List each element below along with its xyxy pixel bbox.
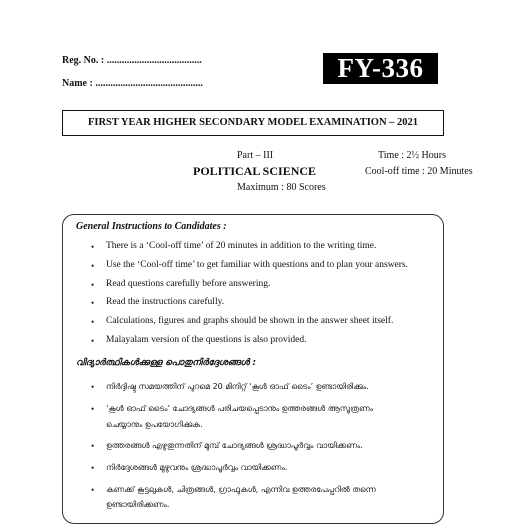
malayalam-instruction-item: കണക്ക് കൂട്ടലുകൾ, ചിത്രങ്ങൾ, ഗ്രാഫുകൾ, എന്നിവ ഉത്തരപേപ്പറിൽ തന്നെ bbox=[106, 485, 376, 494]
exam-code-badge: FY-336 bbox=[323, 53, 438, 84]
instruction-item: Calculations, figures and graphs should be shown in the answer sheet itself. bbox=[106, 316, 394, 326]
bullet-icon: • bbox=[91, 382, 95, 392]
register-number-field: Reg. No. : ...................................... bbox=[62, 55, 202, 66]
instruction-item: There is a ‘Cool-off time’ of 20 minutes in addition to the writing time. bbox=[106, 241, 377, 251]
bullet-icon: • bbox=[91, 441, 95, 451]
malayalam-instruction-item-cont: ഉണ്ടായിരിക്കണം. bbox=[106, 500, 170, 509]
malayalam-instructions-heading: വിദ്യാർത്ഥികൾക്കുള്ള പൊതുനിർദ്ദേശങ്ങൾ : bbox=[76, 358, 257, 368]
bullet-icon: • bbox=[91, 317, 95, 327]
malayalam-instruction-item: നിർദ്ദേശങ്ങൾ മുഴുവനും ശ്രദ്ധാപൂർവ്വം വായിക്കണം. bbox=[106, 463, 288, 472]
bullet-icon: • bbox=[91, 242, 95, 252]
bullet-icon: • bbox=[91, 280, 95, 290]
bullet-icon: • bbox=[91, 485, 95, 495]
bullet-icon: • bbox=[91, 261, 95, 271]
instruction-item: Use the ‘Cool-off time’ to get familiar with questions and to plan your answers. bbox=[106, 260, 409, 270]
instruction-item: Read the instructions carefully. bbox=[106, 297, 225, 307]
malayalam-instruction-item: നിർദ്ദിഷ്ട സമയത്തിന് പുറമെ 20 മിനിറ്റ് ‘കൂൾ ഓഫ് ടൈം’ ഉണ്ടായിരിക്കും. bbox=[106, 382, 369, 391]
bullet-icon: • bbox=[91, 463, 95, 473]
part-label: Part – III bbox=[237, 150, 274, 161]
subject-title: POLITICAL SCIENCE bbox=[193, 164, 317, 178]
cool-off-label: Cool-off time : 20 Minutes bbox=[365, 166, 473, 177]
instruction-item: Read questions carefully before answering. bbox=[106, 279, 271, 289]
maximum-score-label: Maximum : 80 Scores bbox=[237, 182, 326, 193]
malayalam-instruction-item: ‘കൂൾ ഓഫ് ടൈം’ ചോദ്യങ്ങൾ പരിചയപ്പെടാനും ഉത്തരങ്ങൾ ആസൂത്രണം bbox=[106, 404, 373, 413]
instruction-item: Malayalam version of the questions is also provided. bbox=[106, 335, 307, 345]
bullet-icon: • bbox=[91, 336, 95, 346]
malayalam-instruction-item: ഉത്തരങ്ങൾ എഴുതുന്നതിന് മുമ്പ് ചോദ്യങ്ങൾ ശ്രദ്ധാപൂർവ്വം വായിക്കണം. bbox=[106, 441, 363, 450]
bullet-icon: • bbox=[91, 298, 95, 308]
time-label: Time : 2½ Hours bbox=[378, 150, 446, 161]
malayalam-instruction-item-cont: ചെയ്യാനും ഉപയോഗിക്കുക. bbox=[106, 420, 203, 429]
exam-title: FIRST YEAR HIGHER SECONDARY MODEL EXAMINATION – 2021 bbox=[62, 110, 444, 136]
english-instructions-heading: General Instructions to Candidates : bbox=[76, 221, 227, 232]
candidate-name-field: Name : ........................................... bbox=[62, 78, 203, 89]
bullet-icon: • bbox=[91, 404, 95, 414]
